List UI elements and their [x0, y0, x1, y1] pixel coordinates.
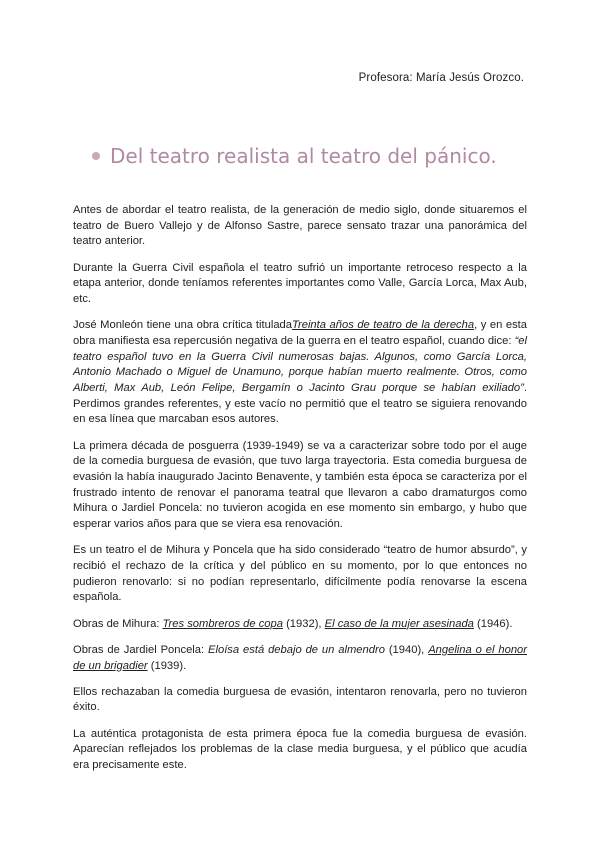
paragraph-text: Obras de Mihura: [73, 617, 163, 630]
paragraph: Durante la Guerra Civil española el teatro sufrió un importante retroceso respecto a la etapa anterior, donde teníamos referentes importantes como Valle, García Lorca, Max Aub, etc. [73, 261, 527, 306]
paragraph [73, 617, 527, 633]
work-title-link[interactable]: El caso de la mujer asesinada [324, 617, 474, 630]
paragraph-text: José Monleón tiene una obra crítica titulada [73, 319, 292, 332]
paragraph-text: (1939). [147, 659, 187, 672]
work-title: Eloísa está debajo de un almendro [208, 643, 385, 656]
paragraph-text: , y en esta obra manifiesta esa repercusión negativa de la guerra en el teatro español, cuando dice: [73, 319, 527, 347]
paragraph: La primera década de posguerra (1939-1949) se va a caracterizar sobre todo por el auge de la comedia burguesa de evasión, que tuvo larga trayectoria. Esta comedia burguesa de evasión la había inaugurado Jacinto Benavente, y también esta época se caracteriza por el frustrado intento de renovar el panorama teatral que llevaron a cabo dramaturgos como Mihura o Jardiel Poncela: no tuvieron acogida en ese momento sin embargo, y hubo que esperar varios años para que se viera esa renovación. [73, 439, 527, 531]
book-title-link[interactable]: Treinta años de teatro de la derecha [292, 319, 475, 332]
paragraph-text: (1940), [384, 643, 429, 656]
work-title-link[interactable]: Tres sombreros de copa [162, 617, 283, 630]
paragraph: Es un teatro el de Mihura y Poncela que ha sido considerado “teatro de humor absurdo”, y recibió el rechazo de la crítica y del público en su momento, por lo que entonces no pudieron renovarlo: si no podían representarlo, difícilmente podía renovarse la escena española. [73, 544, 527, 604]
paragraph-text: (1932), [282, 617, 325, 630]
work-title-link[interactable]: Angelina o el honor de un brigadier [73, 643, 527, 672]
paragraph-text: (1946). [473, 617, 513, 630]
author-line: Profesora: María Jesús Orozco. [358, 72, 524, 84]
document-body [73, 203, 527, 784]
paragraph [73, 643, 527, 674]
paragraph: Ellos rechazaban la comedia burguesa de evasión, intentaron renovarla, pero no tuvieron éxito. [73, 685, 527, 714]
quotation: “el teatro español tuvo en la Guerra Civil numerosas bajas. Algunos, como García Lorca, Antonio Machado o Miguel de Unamuno, porque habían muerto realmente. Otros, como Alberti, Max Aub, León Felipe, Bergamín o Jacinto Grau porque se habían exiliado” [73, 334, 528, 395]
section-title: Del teatro realista al teatro del pánico. [110, 144, 497, 168]
paragraph [73, 318, 527, 428]
paragraph: La auténtica protagonista de esta primera época fue la comedia burguesa de evasión. Aparecían reflejados los problemas de la clase media burguesa, y el público que acudía era precisamente este. [73, 727, 527, 772]
paragraph-text: . Perdimos grandes referentes, y este vacío no permitió que el teatro se siguiera renovando en esa línea que marcaban esos autores. [73, 382, 527, 426]
paragraph-text: Obras de Jardiel Poncela: [73, 643, 209, 656]
bullet-icon [92, 152, 100, 160]
paragraph: Antes de abordar el teatro realista, de la generación de medio siglo, donde situaremos el teatro de Buero Vallejo y de Alfonso Sastre, parece sensato trazar una panorámica del teatro anterior. [73, 204, 527, 248]
section-heading [92, 144, 497, 168]
